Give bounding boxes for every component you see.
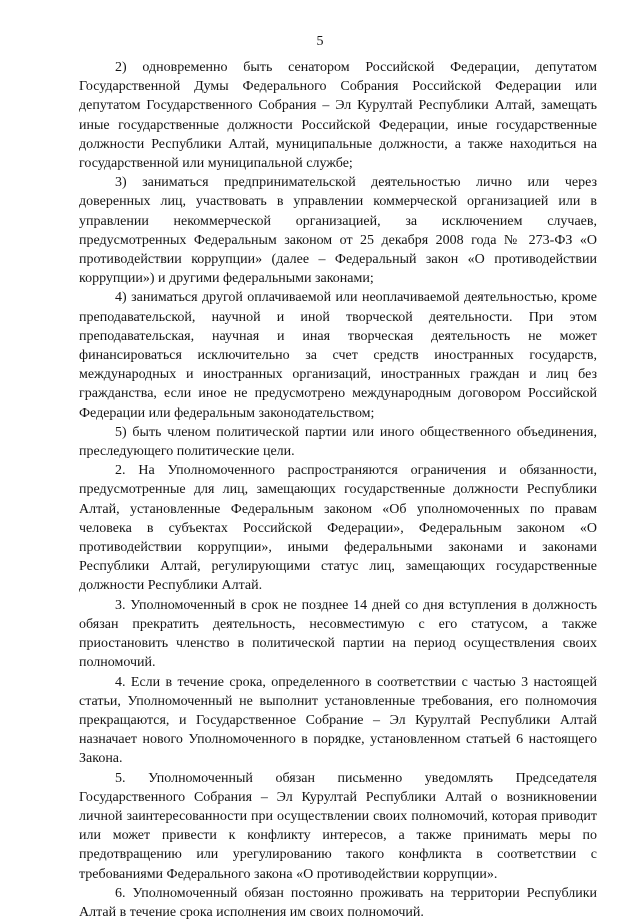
paragraph-part-4: 4. Если в течение срока, определенного в соответствии с частью 3 настоящей статьи, Уполномоченный не выполнит установленные требования, его полномочия прекращаются, и Государственное Собрание – Эл Курултай Республики Алтай назначает нового Уполномоченного в порядке, установленном статьей 6 настоящего Закона. [79,674,597,767]
paragraph-part-2: 2. На Уполномоченного распространяются ограничения и обязанности, предусмотренные для лиц, замещающих государственные должности Республики Алтай, установленные Федеральным законом «Об уполномоченных по правам человека в субъектах Российской Федерации», Федеральным законом «О противодействии коррупции», иными федеральными законами и законами Республики Алтай, регулирующими статус лиц, замещающих государственные должности Республики Алтай. [79,463,597,594]
document-body [79,58,597,922]
paragraph-item-5: 5) быть членом политической партии или иного общественного объединения, преследующего политические цели. [79,424,597,460]
paragraph-part-5: 5. Уполномоченный обязан письменно уведомлять Председателя Государственного Собрания – Эл Курултай Республики Алтай о возникновении личной заинтересованности при осуществлении своих полномочий, которая приводит или может привести к конфликту интересов, а также принимать меры по предотвращению или урегулированию такого конфликта в соответствии с требованиями Федерального закона «О противодействии коррупции». [79,770,597,882]
paragraph-item-2: 2) одновременно быть сенатором Российской Федерации, депутатом Государственной Думы Федерального Собрания Российской Федерации или депутатом Государственного Собрания – Эл Курултай Республики Алтай, замещать иные государственные должности Российской Федерации, иные государственные должности Республики Алтай, муниципальные должности, а также находиться на государственной или муниципальной службе; [79,60,597,172]
paragraph-part-3: 3. Уполномоченный в срок не позднее 14 дней со дня вступления в должность обязан прекратить деятельность, несовместимую с его статусом, а также приостановить членство в политической партии на период осуществления своих полномочий. [79,597,597,671]
page-number: 5 [316,34,324,49]
paragraph-item-3: 3) заниматься предпринимательской деятельностью лично или через доверенных лиц, участвовать в управлении коммерческой организацией или в управлении некоммерческой организацией, за исключением случаев, предусмотренных Федеральным законом от 25 декабря 2008 года № 273-ФЗ «О противодействии коррупции» (далее – Федеральный закон «О противодействии коррупции») и другими федеральными законами; [79,175,597,287]
paragraph-item-4: 4) заниматься другой оплачиваемой или неоплачиваемой деятельностью, кроме преподавательской, научной и иной творческой деятельности. При этом преподавательская, научная и иная творческая деятельность не может финансироваться исключительно за счет средств иностранных государств, международных и иностранных организаций, иностранных граждан и лиц без гражданства, если иное не предусмотрено международным договором Российской Федерации или федеральным законодательством; [79,290,597,421]
paragraph-part-6: 6. Уполномоченный обязан постоянно проживать на территории Республики Алтай в течение срока исполнения им своих полномочий. [79,885,597,920]
